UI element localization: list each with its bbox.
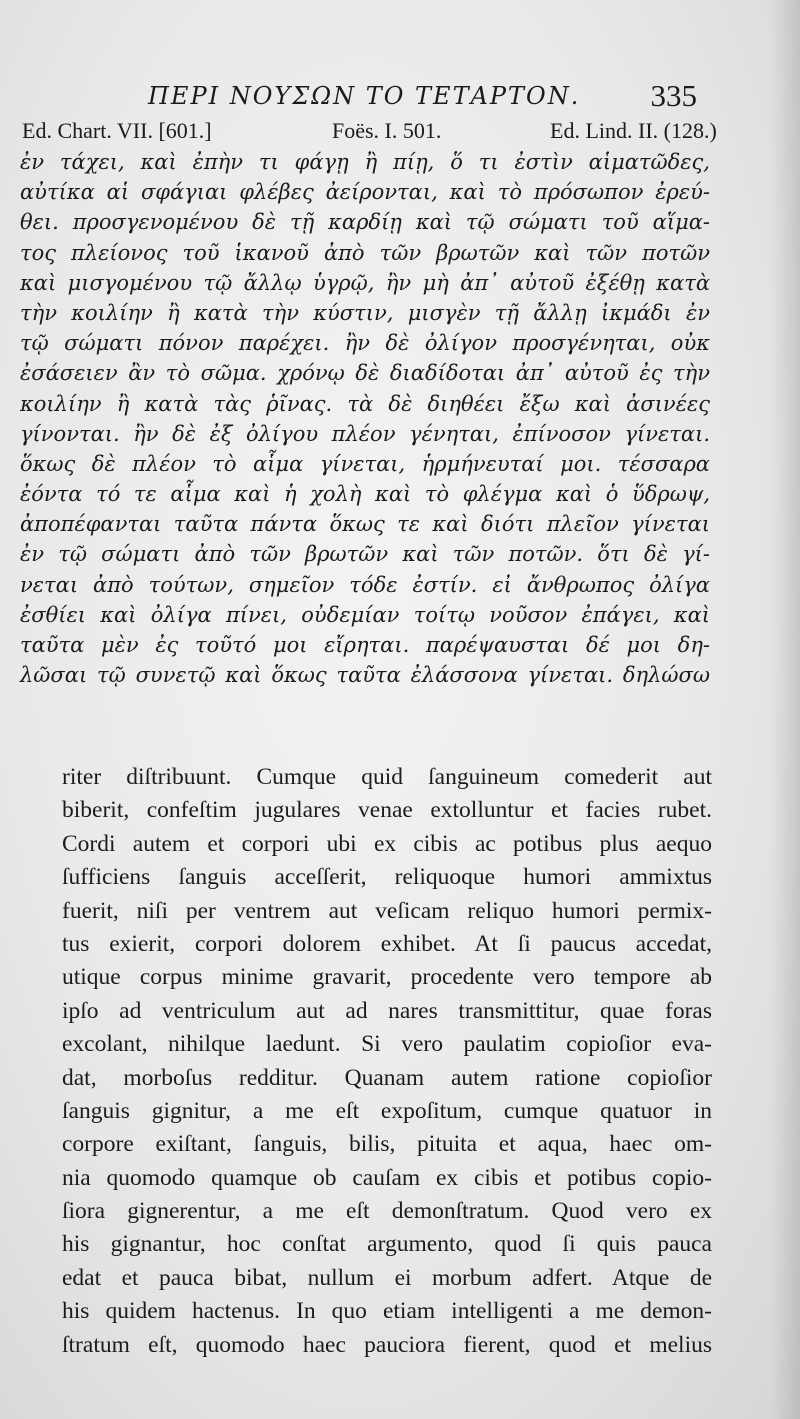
greek-line: ἐσθίει καὶ ὀλίγα πίνει, οὐδεμίαν τοίτῳ νοῦσον ἐπάγει, καὶ [20,602,710,627]
greek-line: θει. προσγενομένου δὲ τῇ καρδίῃ καὶ τῷ σώματι τοῦ αἵμα- [20,210,710,235]
latin-line: tus exierit, corpori dolorem exhibet. At ſi paucus accedat, [62,930,712,957]
greek-line: ἐσάσειεν ἂν τὸ σῶμα. χρόνῳ δὲ διαδίδοται ἀπ᾽ αὐτοῦ ἐς τὴν [20,361,710,386]
greek-line: ἐν τῷ σώματι ἀπὸ τῶν βρωτῶν καὶ τῶν ποτῶν. ὅτι δὲ γί- [20,542,710,567]
latin-line: Cordi autem et corpori ubi ex cibis ac potibus plus aequo [62,830,712,857]
greek-line: ἐόντα τό τε αἷμα καὶ ἡ χολὴ καὶ τὸ φλέγμα καὶ ὁ ὕδρωψ, [20,482,710,507]
greek-line: ἀποπέφανται ταῦτα πάντα ὅκως τε καὶ διότι πλεῖον γίνεται [20,512,710,537]
running-head-title: ΠΕΡΙ ΝΟΥΣΩΝ ΤΟ ΤΕΤΑΡΤΟΝ. [148,82,581,110]
greek-line: ἐν τάχει, καὶ ἐπὴν τι φάγῃ ἢ πίῃ, ὅ τι ἐστὶν αἱματῶδες, [20,150,710,174]
greek-line: γίνονται. ἢν δὲ ἐξ ὀλίγου πλέον γένηται, ἐπίνοσον γίνεται. [20,421,710,446]
greek-line: ταῦτα μὲν ἐς τοῦτό μοι εἴρηται. παρέψαυσται δέ μοι δη- [20,633,710,657]
latin-line: ipſo ad ventriculum aut ad nares transmittitur, quae foras [62,997,712,1024]
page-gutter-shadow [770,0,800,1419]
latin-line: corpore exiſtant, ſanguis, bilis, pituita et aqua, haec om- [62,1131,712,1158]
greek-line: καὶ μισγομένου τῷ ἄλλῳ ὑγρῷ, ἢν μὴ ἀπ᾽ αὐτοῦ ἐξέθῃ κατὰ [20,270,710,295]
latin-line: fuerit, niſi per ventrem aut veſicam reliquo humori permix- [62,897,712,924]
latin-line: edat et pauca bibat, nullum ei morbum adfert. Atque de [62,1264,712,1291]
latin-line: his gignantur, hoc conſtat argumento, quod ſi quis pauca [62,1231,712,1258]
latin-line: ſanguis gignitur, a me eſt expoſitum, cumque quatuor in [62,1097,712,1124]
latin-line: ſtratum eſt, quomodo haec pauciora fierent, quod et melius [62,1331,712,1358]
latin-line: biberit, confeſtim jugulares venae extolluntur et facies rubet. [62,797,712,824]
latin-line: riter diſtribuunt. Cumque quid ſanguineum comederit aut [62,764,712,790]
greek-line: λῶσαι τῷ συνετῷ καὶ ὅκως ταῦτα ἐλάσσονα γίνεται. δηλώσω [20,663,710,688]
greek-line: τὴν κοιλίην ἢ κατὰ τὴν κύστιν, μισγὲν τῇ ἄλλῃ ἰκμάδι ἐν [20,300,710,325]
greek-line: τος πλείονος τοῦ ἱκανοῦ ἀπὸ τῶν βρωτῶν καὶ τῶν ποτῶν [20,240,710,265]
latin-line: ſufficiens ſanguis acceſſerit, reliquoque humori ammixtus [62,864,712,891]
greek-line: νεται ἀπὸ τούτων, σημεῖον τόδε ἐστίν. εἰ ἄνθρωπος ὀλίγα [20,572,710,597]
latin-line: his quidem hactenus. In quo etiam intelligenti a me demon- [62,1298,712,1325]
edition-ref-lind: Ed. Lind. II. (128.) [550,118,717,143]
greek-line: κοιλίην ἢ κατὰ τὰς ῥῖνας. τὰ δὲ διηθέει ἔξω καὶ ἀσινέες [20,391,710,416]
greek-text-block [20,147,710,690]
latin-line: nia quomodo quamque ob cauſam ex cibis et potibus copio- [62,1164,712,1191]
latin-line: excolant, nihilque laedunt. Si vero paulatim copioſior eva- [62,1031,712,1058]
greek-line: τῷ σώματι πόνον παρέχει. ἢν δὲ ὀλίγον προσγένηται, οὐκ [20,331,710,356]
page-number: 335 [650,78,697,113]
edition-ref-foes: Foës. I. 501. [332,118,442,143]
greek-line: αὐτίκα αἱ σφάγιαι φλέβες ἀείρονται, καὶ τὸ πρόσωπον ἐρεύ- [20,180,710,205]
edition-ref-chart: Ed. Chart. VII. [601.] [22,118,212,143]
latin-text-block [62,761,712,1362]
latin-line: dat, morboſus redditur. Quanam autem ratione copioſior [62,1064,712,1091]
greek-line: ὅκως δὲ πλέον τὸ αἷμα γίνεται, ἡρμήνευταί μοι. τέσσαρα [20,451,710,476]
latin-line: ſiora gignerentur, a me eſt demonſtratum. Quod vero ex [62,1198,712,1225]
latin-line: utique corpus minime gravarit, procedente vero tempore ab [62,964,712,991]
